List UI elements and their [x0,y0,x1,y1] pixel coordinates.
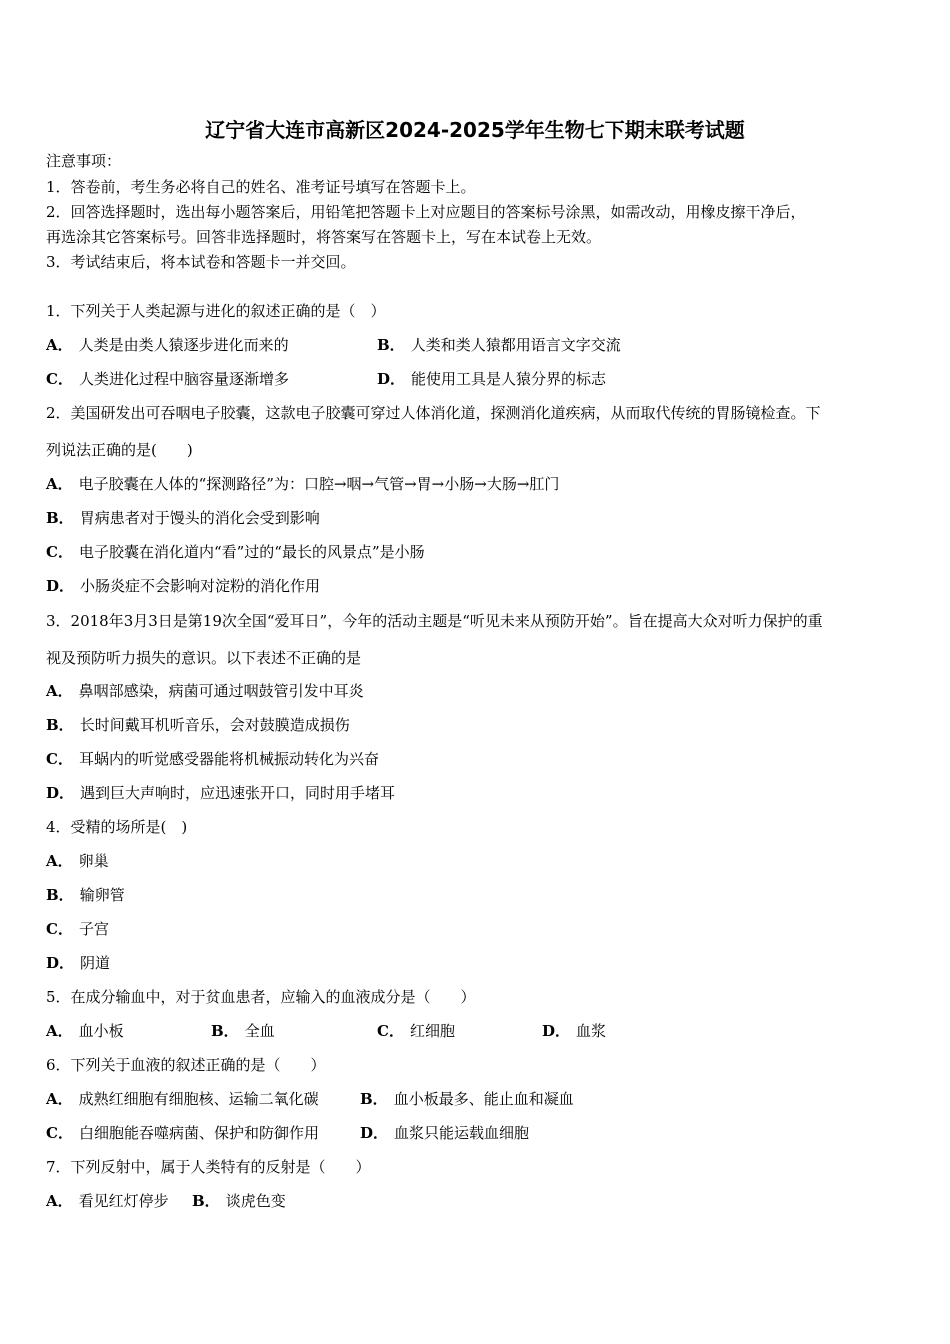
option [46,335,289,355]
option [46,474,559,494]
option [46,953,110,973]
question-stem-continued: 视及预防听力损失的意识。以下表述不正确的是 [46,649,362,667]
option-label: B． [46,716,74,734]
question-stem: 6．下列关于血液的叙述正确的是（ ） [46,1056,326,1074]
option [46,681,364,701]
option-label: A． [46,1090,73,1108]
question-stem: 5．在成分输血中，对于贫血患者，应输入的血液成分是（ ） [46,988,476,1006]
option-text: 输卵管 [79,886,125,904]
option-label: C． [46,370,73,388]
option-label: D． [377,370,406,388]
option [377,335,621,355]
option [46,542,425,562]
option [46,1191,169,1211]
option [46,576,320,596]
option-label: D． [46,954,75,972]
option-text: 长时间戴耳机听音乐，会对鼓膜造成损伤 [79,716,350,734]
option-text: 血浆只能运载血细胞 [394,1124,530,1142]
option-text: 胃病患者对于馒头的消化会受到影响 [79,509,320,527]
option-label: D． [46,577,75,595]
option-text: 人类是由类人猿逐步进化而来的 [78,336,289,354]
option-text: 全血 [244,1022,275,1040]
question-stem-continued: 列说法正确的是( ) [46,441,193,459]
option-text: 人类和类人猿都用语言文字交流 [410,336,621,354]
option [46,369,289,389]
option [377,369,606,389]
page-title: 辽宁省大连市高新区2024-2025学年生物七下期末联考试题 [205,118,745,142]
option-text: 鼻咽部感染，病菌可通过咽鼓管引发中耳炎 [78,682,364,700]
option-text: 电子胶囊在消化道内“看”过的“最长的风景点”是小肠 [78,543,425,561]
option-label: D． [360,1124,389,1142]
option [360,1123,529,1143]
option-label: B． [192,1192,220,1210]
option-text: 白细胞能吞噬病菌、保护和防御作用 [78,1124,319,1142]
option-label: C． [46,920,73,938]
option-label: A． [46,475,73,493]
option-text: 红细胞 [409,1022,455,1040]
option-label: B． [377,336,405,354]
option [46,508,320,528]
option-text: 能使用工具是人猿分界的标志 [411,370,607,388]
option-label: B． [46,886,74,904]
notice-item: 2．回答选择题时，选出每小题答案后，用铅笔把答题卡上对应题目的答案标号涂黑，如需改动，用橡皮擦干净后， [46,203,806,221]
question-stem: 2．美国研发出可吞咽电子胶囊，这款电子胶囊可穿过人体消化道，探测消化道疾病，从而取代传统的胃肠镜检查。下 [46,404,821,422]
option-text: 看见红灯停步 [78,1192,169,1210]
option-text: 血小板 [78,1022,124,1040]
option-text: 子宫 [78,920,109,938]
notice-item: 1．答卷前，考生务必将自己的姓名、准考证号填写在答题卡上。 [46,178,476,196]
option-text: 小肠炎症不会影响对淀粉的消化作用 [80,577,321,595]
option [192,1191,286,1211]
option-label: A． [46,1022,73,1040]
option-label: C． [46,750,73,768]
option-label: C． [46,1124,73,1142]
option [46,715,350,735]
option-label: A． [46,1192,73,1210]
question-stem: 4．受精的场所是( ) [46,818,188,836]
option-label: B． [211,1022,239,1040]
option-label: A． [46,336,73,354]
option-text: 卵巢 [78,852,109,870]
option-text: 血小板最多、能止血和凝血 [393,1090,574,1108]
notice-item: 3．考试结束后，将本试卷和答题卡一并交回。 [46,253,356,271]
option [46,1123,319,1143]
option [46,1089,319,1109]
option [46,749,379,769]
option-text: 谈虎色变 [225,1192,286,1210]
option [46,783,395,803]
option-label: C． [377,1022,404,1040]
option [360,1089,574,1109]
option [542,1021,606,1041]
option-text: 成熟红细胞有细胞核、运输二氧化碳 [78,1090,319,1108]
question-stem: 7．下列反射中，属于人类特有的反射是（ ） [46,1158,371,1176]
option-label: B． [46,509,74,527]
option-label: B． [360,1090,388,1108]
option [46,1021,124,1041]
option-text: 电子胶囊在人体的“探测路径”为：口腔→咽→气管→胃→小肠→大肠→肛门 [78,475,560,493]
option [211,1021,275,1041]
option [377,1021,455,1041]
option-text: 阴道 [80,954,111,972]
notice-heading: 注意事项： [46,152,122,170]
option-label: A． [46,682,73,700]
option-label: D． [46,784,75,802]
option [46,919,109,939]
option-label: A． [46,852,73,870]
option-text: 遇到巨大声响时，应迅速张开口，同时用手堵耳 [80,784,396,802]
option-label: D． [542,1022,571,1040]
option [46,885,125,905]
notice-item: 再选涂其它答案标号。回答非选择题时，将答案写在答题卡上，写在本试卷上无效。 [46,228,602,246]
question-stem: 1．下列关于人类起源与进化的叙述正确的是（ ） [46,302,386,320]
option [46,851,109,871]
option-text: 人类进化过程中脑容量逐渐增多 [78,370,289,388]
question-stem: 3．2018年3月3日是第19次全国“爱耳日”，今年的活动主题是“听见未来从预防开始”。旨在提高大众对听力保护的重 [46,612,823,630]
option-text: 耳蜗内的听觉感受器能将机械振动转化为兴奋 [78,750,379,768]
option-text: 血浆 [576,1022,607,1040]
option-label: C． [46,543,73,561]
